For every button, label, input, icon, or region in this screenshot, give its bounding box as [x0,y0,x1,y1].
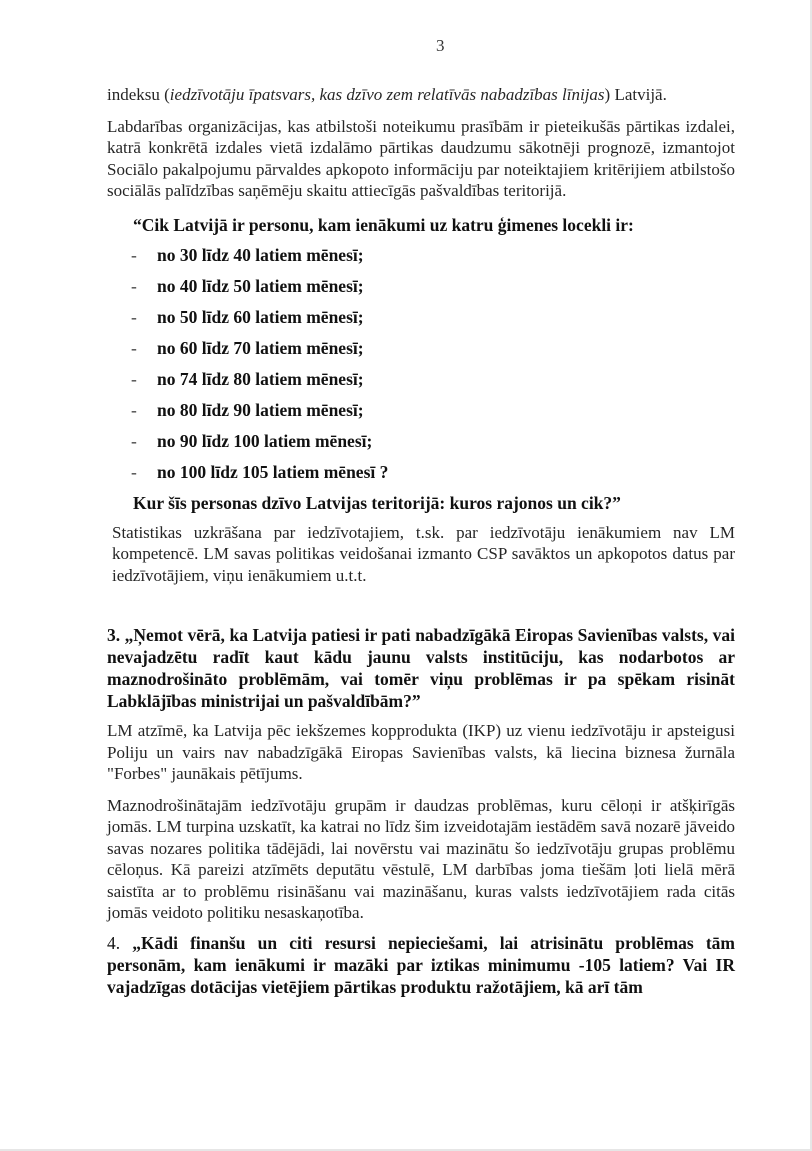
income-range-list [107,244,735,492]
page-number: 3 [436,36,445,55]
question-2-answer: Statistikas uzkrāšana par iedzīvotajiem, t.sk. par iedzīvotāju ienākumiem nav LM kompetencē. LM savas politikas veidošanai izmanto CSP savāktos un apkopotos datus par iedzīvotājiem, viņu ienākumiem u.t.t. [112,522,735,585]
question-4-text: „Kādi finanšu un citi resursi nepieciešami, lai atrisinātu problēmas tām personām, kam ienākumi ir mazāki par iztikas minimumu -105 latiem? Vai IR vajadzīgas dotācijas vietējiem pārtikas produktu ražotājiem, kā arī tām [107,932,736,997]
intro-text-end: ) Latvijā. [604,85,667,104]
list-item [107,337,735,368]
list-item [107,244,735,275]
question-2-heading: “Cik Latvijā ir personu, kam ienākumi uz katru ģimenes locekli ir: [133,214,634,235]
list-item-text: no 30 līdz 40 latiem mēnesī; [157,244,364,265]
list-item [107,275,735,306]
document-body [107,84,735,998]
list-item-text: no 100 līdz 105 latiem mēnesī ? [157,461,389,482]
dash-bullet: - [131,244,137,265]
dash-bullet: - [131,275,137,296]
intro-text-italic: iedzīvotāju īpatsvars, kas dzīvo zem relatīvās nabadzības līnijas [169,85,605,104]
question-3-heading: 3. „Ņemot vērā, ka Latvija patiesi ir pati nabadzīgākā Eiropas Savienības valsts, vai nevajadzētu radīt kaut kādu jaunu valsts institūciju, kas nodarbotos ar maznodrošināto problēmām, vai tomēr viņu problēmas ir pa spēkam risināt Labklājības ministrijai un pašvaldībām?” [107,625,735,711]
intro-paragraph [107,84,735,106]
list-item [107,368,735,399]
intro-text-start: indeksu ( [107,85,170,104]
question-3-answer-1: LM atzīmē, ka Latvija pēc iekšzemes kopprodukta (IKP) uz vienu iedzīvotāju ir apsteigusi Poliju un vairs nav nabadzīgākā Eiropas Savienības valsts, kā liecina biznesa žurnāla "Forbes" jaunākais pētījums. [107,721,735,783]
list-item-text: no 40 līdz 50 latiem mēnesī; [157,275,364,296]
list-item [107,399,735,430]
dash-bullet: - [131,430,137,451]
list-item-text: no 50 līdz 60 latiem mēnesī; [157,306,364,327]
dash-bullet: - [131,368,137,389]
question-3-answer-2: Maznodrošinātajām iedzīvotāju grupām ir daudzas problēmas, kuru cēloņi ir atšķirīgās jomās. LM turpina uzskatīt, ka katrai no līdz šim izveidotajām iestādēm savā nozarē jāveido savas nozares politika tādējādi, lai novērstu vai mazinātu šo iedzīvotāju grupas problēmu cēloņus. Kā pareizi atzīmēts deputātu vēstulē, LM darbības joma tiešām ļoti lielā mērā saistīta ar to problēmu risināšanu vai mazināšanu, kuras valsts iedzīvotājiem rada citās jomās veidoto politiku nesaskaņotība. [107,795,735,922]
question-4-heading [107,932,735,998]
list-item-text: no 90 līdz 100 latiem mēnesī; [157,430,373,451]
question-4-number: 4. [107,932,133,953]
list-item-text: no 74 līdz 80 latiem mēnesī; [157,368,364,389]
list-item [107,306,735,337]
list-item-text: no 80 līdz 90 latiem mēnesī; [157,399,364,420]
question-2-tail: Kur šīs personas dzīvo Latvijas teritorijā: kuros rajonos un cik?” [133,492,621,513]
dash-bullet: - [131,337,137,358]
list-item [107,430,735,461]
list-item [107,461,735,492]
dash-bullet: - [131,306,137,327]
charity-paragraph: Labdarības organizācijas, kas atbilstoši noteikumu prasībām ir pieteikušās pārtikas izdalei, katrā konkrētā izdales vietā izdalāmo pārtikas daudzumu sākotnēji prognozē, izmantojot Sociālo pakalpojumu pārvaldes apkopoto informāciju par noteiktajiem kritērijiem atbilstošo sociālās palīdzības saņēmēju skaitu attiecīgās pašvaldības teritorijā. [107,116,735,200]
list-item-text: no 60 līdz 70 latiem mēnesī; [157,337,364,358]
dash-bullet: - [131,399,137,420]
dash-bullet: - [131,461,137,482]
